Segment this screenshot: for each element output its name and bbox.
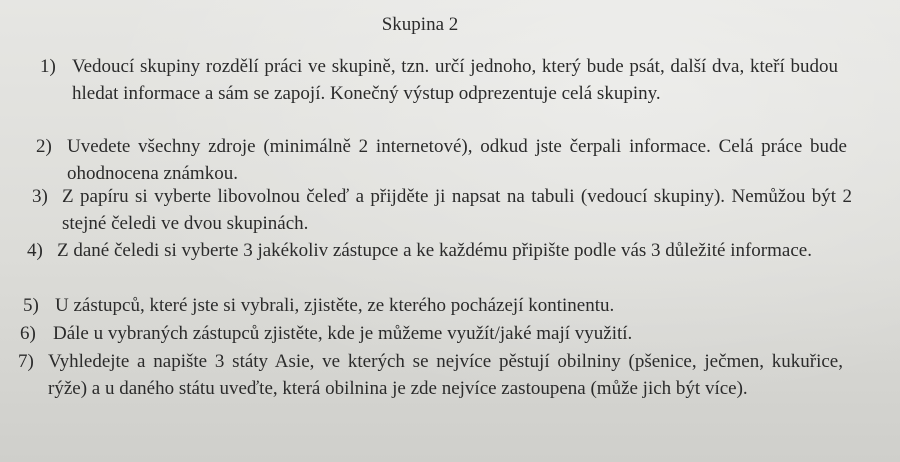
list-item	[20, 320, 840, 347]
item-number: 3)	[32, 186, 48, 207]
list-item	[32, 183, 852, 237]
item-number: 4)	[27, 240, 43, 261]
item-text: Vyhledejte a napište 3 státy Asie, ve kterých se nejvíce pěstují obilniny (pšenice, ječmen, kukuřice, rýže) a u daného státu uveďte, která obilnina je zde nejvíce zastoupena (může jich být více).	[48, 351, 843, 399]
list-item	[18, 348, 848, 402]
item-text: U zástupců, které jste si vybrali, zjistěte, ze kterého pocházejí kontinentu.	[55, 295, 615, 316]
item-text: Z papíru si vyberte libovolnou čeleď a přijděte ji napsat na tabuli (vedoucí skupiny). Nemůžou být 2 stejné čeledi ve dvou skupinách.	[62, 186, 852, 234]
item-text: Vedoucí skupiny rozdělí práci ve skupině, tzn. určí jednoho, který bude psát, další dva, kteří budou hledat informace a sám se zapojí. Konečný výstup odprezentuje celá skupiny.	[72, 56, 838, 104]
item-number: 5)	[23, 295, 39, 316]
item-text: Uvedete všechny zdroje (minimálně 2 internetové), odkud jste čerpali informace. Celá práce bude ohodnocena známkou.	[67, 136, 847, 184]
list-item	[23, 292, 843, 319]
item-number: 1)	[40, 56, 56, 77]
list-item	[40, 53, 840, 107]
list-item	[36, 133, 846, 187]
list-item	[27, 237, 847, 264]
page-title: Skupina 2	[381, 14, 459, 35]
item-number: 2)	[36, 136, 52, 157]
item-text: Z dané čeledi si vyberte 3 jakékoliv zástupce a ke každému připište podle vás 3 důležité informace.	[57, 240, 812, 261]
item-number: 7)	[18, 351, 34, 372]
item-number: 6)	[20, 323, 36, 344]
item-text: Dále u vybraných zástupců zjistěte, kde je můžeme využít/jaké mají využití.	[53, 323, 633, 344]
